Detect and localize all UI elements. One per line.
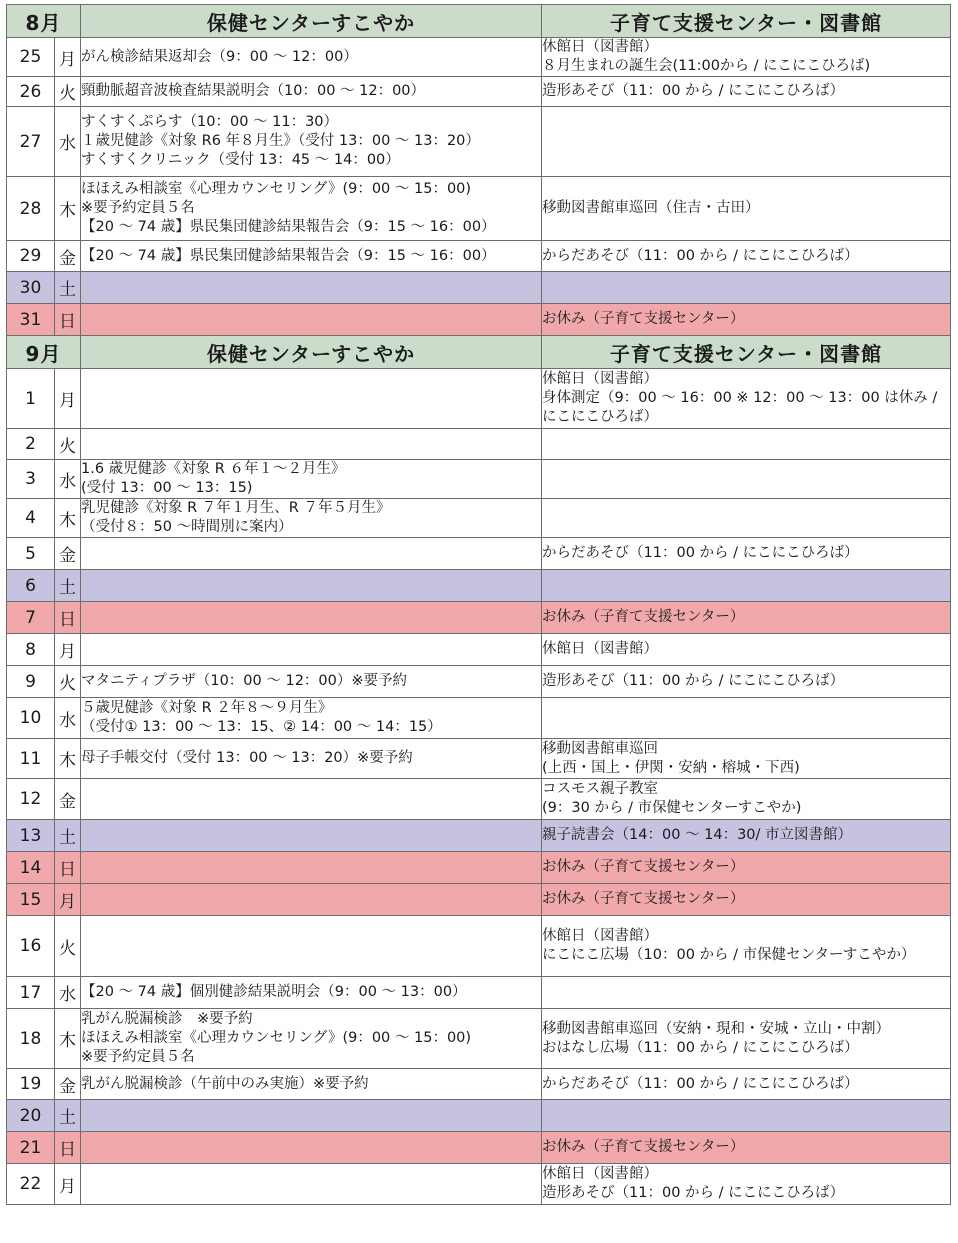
month-header-row [7,336,951,369]
health-center-events: 母子手帳交付（受付 13：00 ～ 13：20）※要予約 [81,739,542,779]
support-center-events: 休館日（図書館） [542,634,951,666]
schedule-row [7,241,951,272]
health-center-events: 【20 ～ 74 歳】県民集団健診結果報告会（9：15 ～ 16：00） [81,241,542,272]
health-center-events: 1.6 歳児健診《対象 R ６年１～２月生》 (受付 13：00 ～ 13：15) [81,460,542,499]
schedule-table [6,4,951,1205]
column-header-support-center: 子育て支援センター・図書館 [542,5,951,38]
weekday-label: 水 [55,698,81,739]
support-center-events: お休み（子育て支援センター） [542,602,951,634]
schedule-row [7,666,951,698]
weekday-label: 金 [55,538,81,570]
schedule-row [7,916,951,977]
weekday-label: 木 [55,739,81,779]
day-number: 3 [7,460,55,499]
health-center-events: 乳がん脱漏検診（午前中のみ実施）※要予約 [81,1069,542,1100]
day-number: 18 [7,1009,55,1069]
support-center-events [542,698,951,739]
weekday-label: 土 [55,272,81,304]
health-center-events: がん検診結果返却会（9：00 ～ 12：00） [81,38,542,77]
schedule-row [7,698,951,739]
support-center-events: 休館日（図書館） ８月生まれの誕生会(11:00から / にこにこひろば) [542,38,951,77]
health-center-events [81,429,542,460]
schedule-row [7,1164,951,1205]
schedule-row [7,634,951,666]
column-header-health-center: 保健センターすこやか [81,336,542,369]
day-number: 6 [7,570,55,602]
weekday-label: 金 [55,779,81,820]
health-center-events [81,1100,542,1132]
health-center-events [81,634,542,666]
health-center-events [81,779,542,820]
weekday-label: 日 [55,304,81,336]
health-center-events: 【20 ～ 74 歳】個別健診結果説明会（9：00 ～ 13：00） [81,977,542,1009]
day-number: 12 [7,779,55,820]
weekday-label: 日 [55,1132,81,1164]
support-center-events: お休み（子育て支援センター） [542,1132,951,1164]
support-center-events: 造形あそび（11：00 から / にこにこひろば） [542,666,951,698]
health-center-events: 乳児健診《対象 R ７年１月生、R ７年５月生》 （受付８：50 ～時間別に案内） [81,499,542,538]
day-number: 2 [7,429,55,460]
schedule-row [7,852,951,884]
support-center-events: からだあそび（11：00 から / にこにこひろば） [542,1069,951,1100]
health-center-events [81,304,542,336]
schedule-row [7,429,951,460]
day-number: 26 [7,77,55,107]
day-number: 21 [7,1132,55,1164]
schedule-row [7,1100,951,1132]
day-number: 7 [7,602,55,634]
health-center-events: ５歳児健診《対象 R ２年８～９月生》 （受付① 13：00 ～ 13：15、② 14：00 ～ 14：15） [81,698,542,739]
support-center-events [542,499,951,538]
day-number: 13 [7,820,55,852]
schedule-row [7,272,951,304]
day-number: 31 [7,304,55,336]
schedule-row [7,779,951,820]
support-center-events [542,570,951,602]
weekday-label: 月 [55,369,81,429]
health-center-events [81,852,542,884]
schedule-row [7,1132,951,1164]
day-number: 27 [7,107,55,177]
weekday-label: 金 [55,1069,81,1100]
day-number: 5 [7,538,55,570]
weekday-label: 木 [55,177,81,241]
support-center-events: 親子読書会（14：00 ～ 14：30/ 市立図書館） [542,820,951,852]
support-center-events: 移動図書館車巡回 (上西・国上・伊関・安納・榕城・下西) [542,739,951,779]
weekday-label: 土 [55,820,81,852]
day-number: 11 [7,739,55,779]
weekday-label: 火 [55,666,81,698]
schedule-row [7,77,951,107]
day-number: 20 [7,1100,55,1132]
support-center-events [542,1100,951,1132]
schedule-row [7,1009,951,1069]
schedule-row [7,177,951,241]
weekday-label: 木 [55,1009,81,1069]
schedule-row [7,820,951,852]
health-center-events: 乳がん脱漏検診 ※要予約 ほほえみ相談室《心理カウンセリング》(9：00 ～ 15：00) ※要予約定員５名 [81,1009,542,1069]
day-number: 16 [7,916,55,977]
day-number: 4 [7,499,55,538]
health-center-events [81,1164,542,1205]
day-number: 8 [7,634,55,666]
weekday-label: 火 [55,77,81,107]
month-label: 8月 [7,5,81,38]
schedule-row [7,1069,951,1100]
support-center-events [542,460,951,499]
support-center-events [542,429,951,460]
schedule-row [7,739,951,779]
month-label: 9月 [7,336,81,369]
health-center-events: すくすくぷらす（10：00 ～ 11：30） １歳児健診《対象 R6 年８月生》（受付 13：00 ～ 13：20） すくすくクリニック（受付 13：45 ～ 14：00） [81,107,542,177]
support-center-events: 移動図書館車巡回（安納・現和・安城・立山・中割） おはなし広場（11：00 から / にこにこひろば） [542,1009,951,1069]
support-center-events: からだあそび（11：00 から / にこにこひろば） [542,241,951,272]
day-number: 10 [7,698,55,739]
month-header-row [7,5,951,38]
support-center-events [542,272,951,304]
schedule-row [7,304,951,336]
support-center-events: コスモス親子教室 (9：30 から / 市保健センターすこやか) [542,779,951,820]
weekday-label: 月 [55,634,81,666]
weekday-label: 火 [55,429,81,460]
health-center-events: 頸動脈超音波検査結果説明会（10：00 ～ 12：00） [81,77,542,107]
column-header-support-center: 子育て支援センター・図書館 [542,336,951,369]
weekday-label: 土 [55,570,81,602]
health-center-events [81,538,542,570]
health-center-events [81,820,542,852]
health-center-events [81,602,542,634]
weekday-label: 日 [55,602,81,634]
column-header-health-center: 保健センターすこやか [81,5,542,38]
support-center-events: お休み（子育て支援センター） [542,852,951,884]
schedule-row [7,460,951,499]
weekday-label: 水 [55,107,81,177]
schedule-row [7,884,951,916]
schedule-row [7,977,951,1009]
day-number: 14 [7,852,55,884]
day-number: 17 [7,977,55,1009]
health-center-events [81,916,542,977]
support-center-events: 休館日（図書館） 造形あそび（11：00 から / にこにこひろば） [542,1164,951,1205]
health-center-events: ほほえみ相談室《心理カウンセリング》(9：00 ～ 15：00) ※要予約定員５名 【20 ～ 74 歳】県民集団健診結果報告会（9：15 ～ 16：00） [81,177,542,241]
schedule-row [7,38,951,77]
support-center-events: お休み（子育て支援センター） [542,304,951,336]
support-center-events [542,977,951,1009]
support-center-events: 移動図書館車巡回（住吉・古田） [542,177,951,241]
support-center-events: からだあそび（11：00 から / にこにこひろば） [542,538,951,570]
support-center-events [542,107,951,177]
weekday-label: 金 [55,241,81,272]
weekday-label: 月 [55,1164,81,1205]
health-center-events [81,884,542,916]
health-center-events [81,570,542,602]
day-number: 29 [7,241,55,272]
day-number: 28 [7,177,55,241]
schedule-row [7,538,951,570]
support-center-events: お休み（子育て支援センター） [542,884,951,916]
health-center-events: マタニティプラザ（10：00 ～ 12：00）※要予約 [81,666,542,698]
schedule-row [7,107,951,177]
day-number: 15 [7,884,55,916]
support-center-events: 造形あそび（11：00 から / にこにこひろば） [542,77,951,107]
support-center-events: 休館日（図書館） 身体測定（9：00 ～ 16：00 ※ 12：00 ～ 13：00 は休み / にこにこひろば） [542,369,951,429]
weekday-label: 日 [55,852,81,884]
day-number: 1 [7,369,55,429]
weekday-label: 月 [55,884,81,916]
weekday-label: 土 [55,1100,81,1132]
day-number: 9 [7,666,55,698]
weekday-label: 火 [55,916,81,977]
schedule-row [7,570,951,602]
schedule-row [7,499,951,538]
weekday-label: 月 [55,38,81,77]
day-number: 30 [7,272,55,304]
weekday-label: 水 [55,460,81,499]
health-center-events [81,272,542,304]
weekday-label: 水 [55,977,81,1009]
schedule-row [7,602,951,634]
health-center-events [81,1132,542,1164]
weekday-label: 木 [55,499,81,538]
support-center-events: 休館日（図書館） にこにこ広場（10：00 から / 市保健センターすこやか） [542,916,951,977]
health-center-events [81,369,542,429]
day-number: 22 [7,1164,55,1205]
schedule-row [7,369,951,429]
day-number: 25 [7,38,55,77]
day-number: 19 [7,1069,55,1100]
